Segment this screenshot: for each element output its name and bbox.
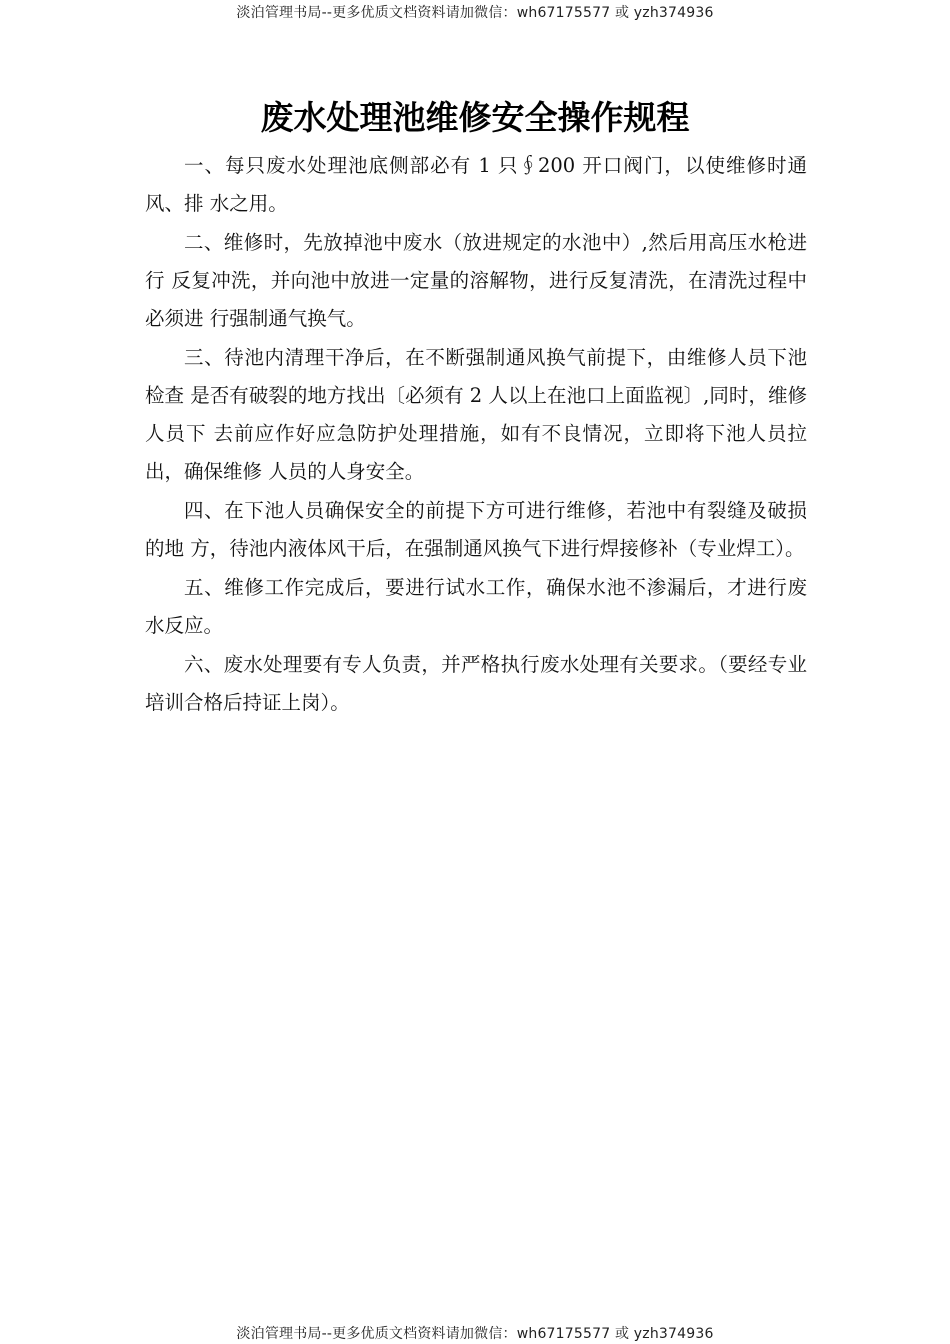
paragraph-3: 三、待池内清理干净后，在不断强制通风换气前提下，由维修人员下池检查 是否有破裂的地方找出〔必须有 2 人以上在池口上面监视〕,同时，维修人员下 去前应作好应急防护处理措施，如有不良情况，立即将下池人员拉出，确保维修 人员的人身安全。 — [145, 346, 807, 483]
page-footer: 淡泊管理书局--更多优质文档资料请加微信：wh67175577 或 yzh374936 — [236, 1326, 714, 1342]
paragraph-1: 一、每只废水处理池底侧部必有 1 只∮200 开口阀门，以使维修时通风、排 水之用。 — [145, 154, 807, 215]
paragraph-4: 四、在下池人员确保安全的前提下方可进行维修，若池中有裂缝及破损的地 方，待池内液体风干后，在强制通风换气下进行焊接修补（专业焊工）。 — [145, 499, 807, 560]
paragraph-2: 二、维修时，先放掉池中废水（放进规定的水池中）,然后用高压水枪进行 反复冲洗，并向池中放进一定量的溶解物，进行反复清洗，在清洗过程中必须进 行强制通气换气。 — [145, 231, 807, 330]
paragraph-5: 五、维修工作完成后，要进行试水工作，确保水池不渗漏后，才进行废水反应。 — [145, 576, 807, 637]
page-header: 淡泊管理书局--更多优质文档资料请加微信：wh67175577 或 yzh374936 — [236, 5, 714, 21]
document-title: 废水处理池维修安全操作规程 — [260, 98, 690, 137]
document-body — [145, 147, 807, 723]
paragraph-6: 六、废水处理要有专人负责，并严格执行废水处理有关要求。（要经专业培训合格后持证上岗）。 — [145, 653, 807, 714]
